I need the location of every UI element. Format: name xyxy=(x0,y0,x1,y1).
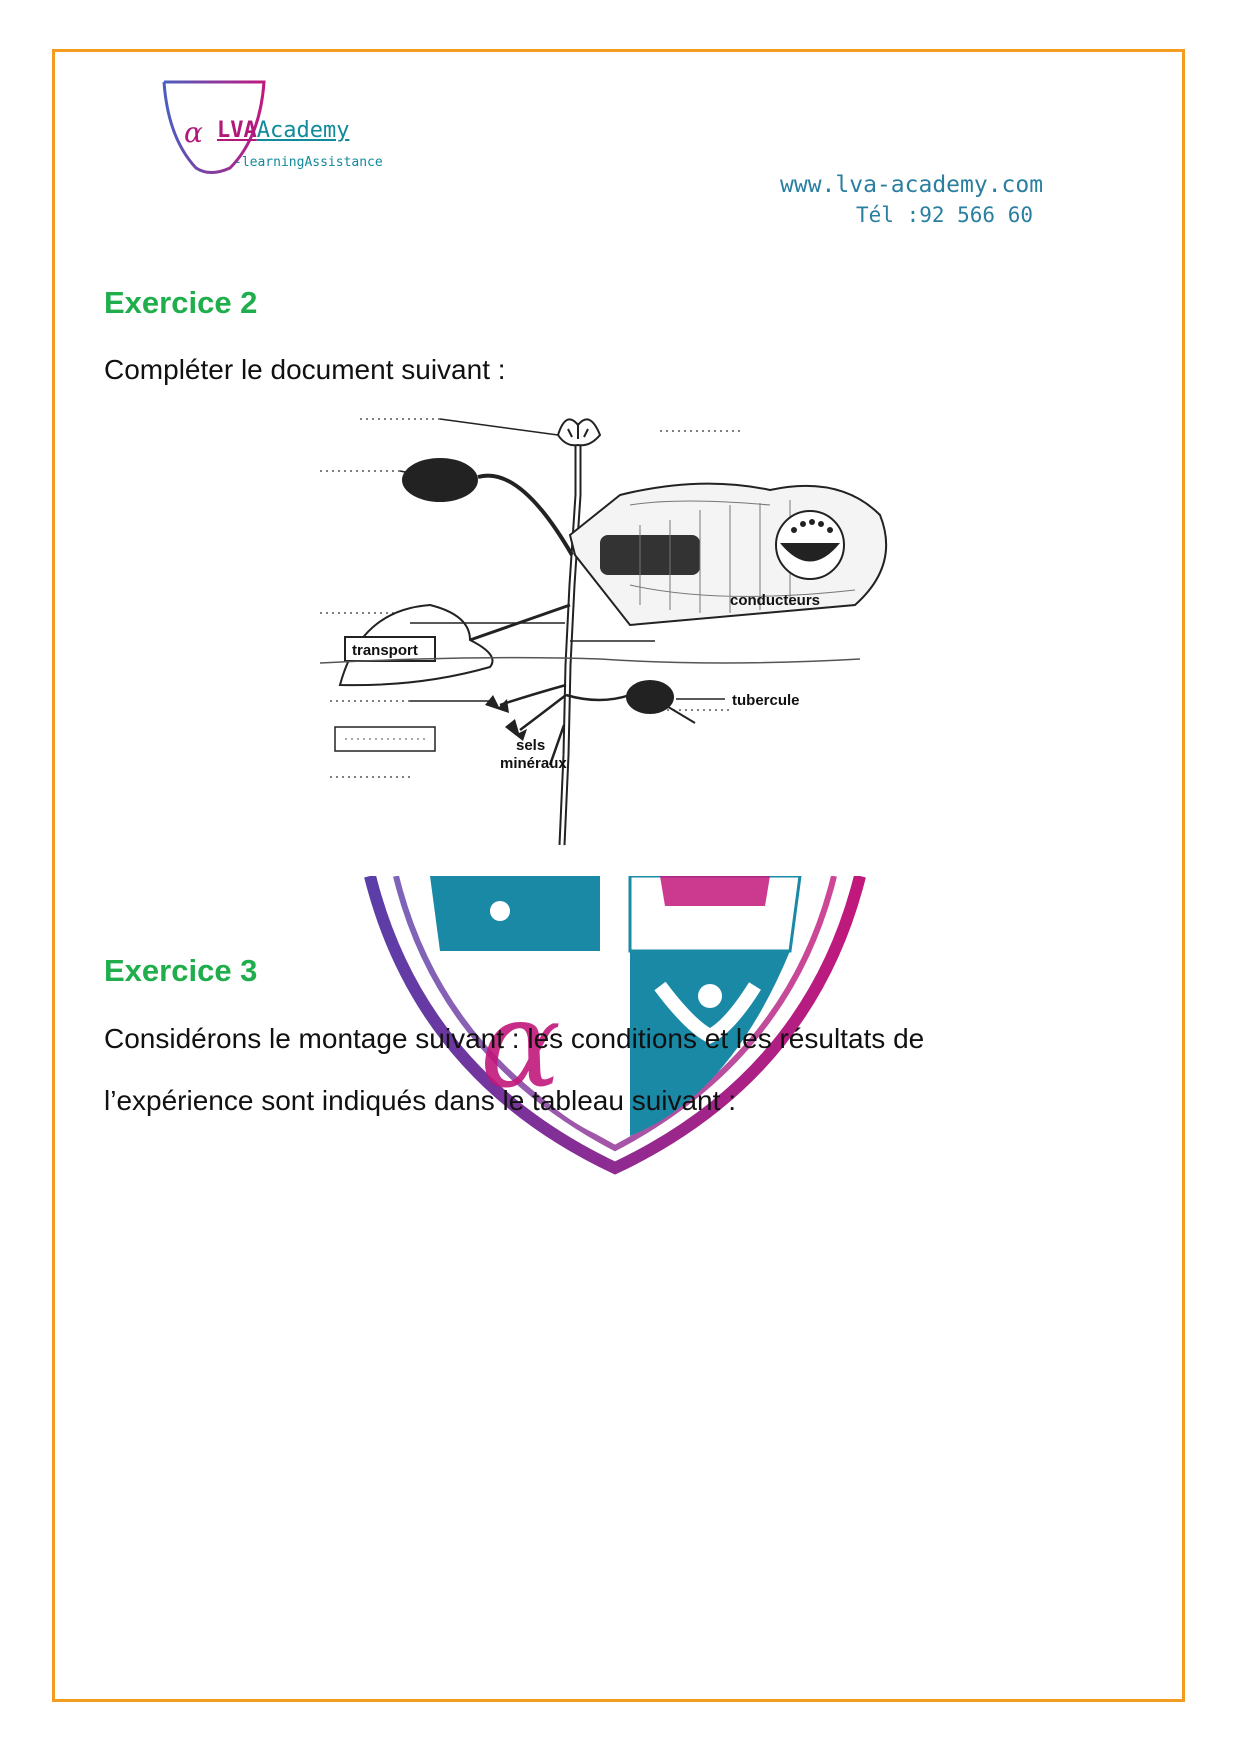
label-tubercule: tubercule xyxy=(732,692,800,709)
logo-academy: Academy xyxy=(256,118,350,143)
exercise2-instruction: Compléter le document suivant : xyxy=(104,354,506,385)
phone-number: Tél :92 566 60 xyxy=(856,203,1034,227)
label-mineraux: minéraux xyxy=(500,755,567,772)
exercise2-title: Exercice 2 xyxy=(104,285,258,320)
watermark-alpha: α xyxy=(480,976,562,1115)
website-link[interactable]: www.lva-academy.com xyxy=(780,172,1044,198)
exercise3-line1: Considérons le montage suivant : les conditions et les résultats de xyxy=(104,1023,925,1054)
exercise3-line2: l’expérience sont indiqués dans le tableau suivant : xyxy=(104,1085,736,1116)
label-sels: sels xyxy=(516,737,546,754)
logo-brand xyxy=(217,118,349,143)
exercise3-title: Exercice 3 xyxy=(104,953,258,988)
label-transport: transport xyxy=(352,642,418,659)
plant-diagram xyxy=(300,405,960,875)
logo-tagline: -learningAssistance xyxy=(234,155,383,170)
logo-lva: LVA xyxy=(217,118,257,143)
logo-alpha: α xyxy=(184,116,203,149)
label-conducteurs: conducteurs xyxy=(730,592,821,609)
